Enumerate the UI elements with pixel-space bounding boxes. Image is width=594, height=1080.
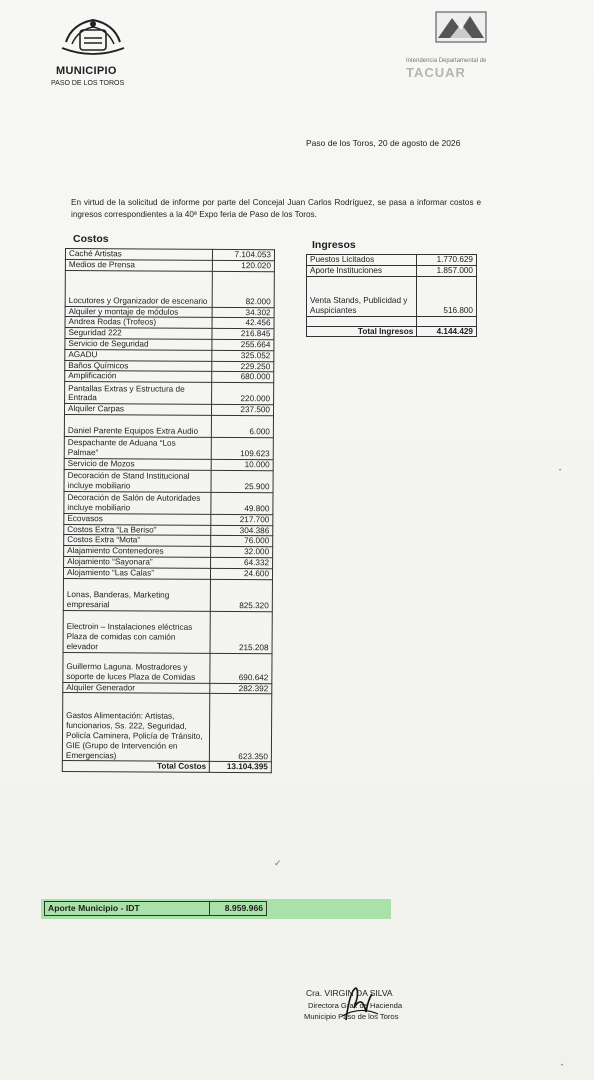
- costs-row: [63, 682, 272, 694]
- costs-item-label: Decoración de Salón de Autoridades incluye mobiliario: [64, 491, 211, 514]
- costs-row: [65, 371, 274, 383]
- incomes-total-value: 4.144.429: [417, 326, 477, 337]
- costs-row: [65, 328, 274, 340]
- costs-item-label: Locutores y Organizador de escenario: [65, 270, 212, 307]
- municipio-subtitle: PASO DE LOS TOROS: [51, 80, 125, 87]
- costs-item-label: Decoración de Stand Institucional incluye mobiliario: [64, 469, 211, 492]
- incomes-total-label: Total Ingresos: [307, 326, 417, 337]
- costs-row: [64, 404, 273, 416]
- costs-row: [64, 524, 273, 536]
- incomes-item-label: Aporte Instituciones: [307, 265, 417, 276]
- margin-mark: •: [561, 1063, 564, 1069]
- incomes-item-label: [307, 316, 417, 326]
- costs-item-label: Despachante de Aduana “Los Palmae”: [64, 436, 211, 459]
- costs-item-label: Gastos Alimentación: Artistas, funcionarios, Ss. 222, Seguridad, Policía Caminera, Policía de Tránsito, GIE (Grupo de Intervención en Emergencias): [62, 693, 210, 762]
- costs-item-value: 24.600: [211, 568, 273, 579]
- signature-name: Cra. VIRGIN DA SILVA: [306, 988, 393, 998]
- costs-item-label: Andrea Rodas (Trofeos): [65, 317, 212, 329]
- incomes-heading: Ingresos: [312, 239, 356, 251]
- costs-row: [64, 556, 273, 568]
- costs-row: [64, 513, 273, 525]
- costs-table: [62, 248, 275, 773]
- costs-row: [65, 259, 274, 271]
- costs-item-value: 229.250: [212, 361, 274, 372]
- costs-row: [63, 652, 272, 683]
- aporte-value: 8.959.966: [210, 902, 267, 916]
- costs-item-value: 282.392: [210, 683, 272, 694]
- costs-item-value: 623.350: [210, 694, 272, 762]
- costs-row: [65, 306, 274, 318]
- intendencia-logo: [432, 8, 490, 50]
- costs-row: [62, 693, 271, 762]
- incomes-row: [307, 276, 477, 316]
- costs-item-value: 32.000: [211, 547, 273, 558]
- costs-item-value: 6.000: [212, 415, 274, 437]
- costs-total-value: 13.104.395: [210, 762, 272, 773]
- costs-item-value: 325.052: [212, 350, 274, 361]
- incomes-item-label: Puestos Licitados: [307, 255, 417, 266]
- incomes-table: [306, 254, 477, 337]
- costs-item-label: Lonas, Banderas, Marketing empresarial: [63, 578, 210, 611]
- aporte-label: Aporte Municipio - IDT: [45, 902, 210, 916]
- municipio-title: MUNICIPIO: [56, 65, 117, 77]
- costs-total-row: [62, 761, 271, 773]
- costs-item-label: Costos Extra “Mota”: [64, 535, 211, 547]
- costs-item-value: 237.500: [212, 405, 274, 416]
- costs-row: [63, 567, 272, 579]
- costs-item-value: 255.664: [212, 339, 274, 350]
- incomes-item-label: Venta Stands, Publicidad y Auspiciantes: [307, 276, 417, 316]
- costs-row: [63, 578, 272, 611]
- costs-row: [64, 414, 273, 437]
- costs-item-value: 34.302: [212, 307, 274, 318]
- costs-item-label: Alojamiento “Sayonara”: [64, 556, 211, 568]
- costs-item-value: 120.020: [213, 260, 275, 271]
- costs-row: [65, 317, 274, 329]
- intendencia-subtitle: Intendencia Departamental de: [406, 58, 487, 64]
- costs-item-label: Alquiler Carpas: [64, 404, 211, 416]
- costs-row: [65, 249, 274, 261]
- costs-item-value: 680.000: [212, 372, 274, 383]
- costs-item-label: Ecovasos: [64, 513, 211, 525]
- incomes-item-value: 1.857.000: [417, 265, 477, 276]
- costs-item-label: Alquiler y montaje de módulos: [65, 306, 212, 318]
- aporte-table: [44, 901, 267, 916]
- costs-row: [65, 349, 274, 361]
- costs-item-value: 217.700: [211, 514, 273, 525]
- costs-item-label: Amplificación: [65, 371, 212, 383]
- costs-item-value: 215.208: [210, 611, 272, 653]
- costs-row: [64, 546, 273, 558]
- costs-item-value: 7.104.053: [213, 249, 275, 260]
- costs-row: [65, 270, 274, 307]
- costs-item-label: Servicio de Seguridad: [65, 338, 212, 350]
- signature-org: Municipio Paso de los Toros: [304, 1012, 399, 1021]
- costs-item-value: 304.386: [211, 525, 273, 536]
- costs-item-value: 42.456: [212, 318, 274, 329]
- costs-item-label: Alojamiento “Las Calas”: [63, 567, 210, 579]
- check-mark: ✓: [274, 858, 282, 868]
- costs-item-value: 825.320: [210, 579, 272, 611]
- costs-item-value: 109.623: [211, 437, 273, 459]
- document-date: Paso de los Toros, 20 de agosto de 2026: [306, 138, 461, 148]
- costs-row: [64, 535, 273, 547]
- costs-item-value: 216.845: [212, 329, 274, 340]
- costs-item-label: Medios de Prensa: [65, 259, 212, 271]
- incomes-item-value: 1.770.629: [417, 255, 477, 266]
- costs-item-label: Electroin – Instalaciones eléctricas Plaza de comidas con camión elevador: [63, 610, 210, 653]
- costs-row: [64, 469, 273, 492]
- incomes-row: [307, 316, 477, 326]
- intendencia-title: TACUAR: [406, 65, 466, 80]
- municipio-crest-logo: [58, 12, 128, 60]
- costs-item-label: Baños Químicos: [65, 360, 212, 372]
- incomes-row: [307, 265, 477, 276]
- costs-item-value: 76.000: [211, 536, 273, 547]
- costs-heading: Costos: [73, 233, 109, 245]
- costs-item-label: Alajamiento Contenedores: [64, 546, 211, 558]
- costs-row: [64, 491, 273, 514]
- costs-row: [65, 338, 274, 350]
- signature-role: Directora Gral. de Hacienda: [308, 1001, 403, 1010]
- incomes-item-value: 516.800: [417, 276, 477, 316]
- costs-item-label: AGADU: [65, 349, 212, 361]
- costs-row: [65, 382, 274, 405]
- costs-row: [65, 360, 274, 372]
- costs-item-label: Caché Artistas: [65, 249, 212, 261]
- costs-item-value: 690.642: [210, 653, 272, 683]
- costs-item-label: Guillermo Laguna. Mostradores y soporte de luces Plaza de Comidas: [63, 652, 210, 683]
- margin-mark: •: [559, 468, 562, 474]
- incomes-total-row: [307, 326, 477, 337]
- costs-item-value: 10.000: [211, 459, 273, 470]
- incomes-row: [307, 255, 477, 266]
- costs-total-label: Total Costos: [62, 761, 209, 773]
- intro-paragraph: En virtud de la solicitud de informe por parte del Concejal Juan Carlos Rodríguez, se pasa a informar costos e ingresos correspondientes a la 40ª Expo feria de Paso de los Toros.: [71, 198, 481, 219]
- costs-item-label: Servicio de Mozos: [64, 458, 211, 470]
- costs-item-label: Seguridad 222: [65, 328, 212, 340]
- costs-row: [64, 436, 273, 459]
- costs-row: [64, 458, 273, 470]
- costs-item-label: Alquiler Generador: [63, 682, 210, 694]
- costs-item-label: Pantallas Extras y Estructura de Entrada: [65, 382, 212, 405]
- incomes-item-value: [417, 316, 477, 326]
- costs-item-value: 25.900: [211, 470, 273, 492]
- costs-item-value: 220.000: [212, 383, 274, 405]
- costs-item-value: 64.332: [211, 557, 273, 568]
- costs-item-label: Daniel Parente Equipos Extra Audio: [64, 414, 211, 437]
- costs-row: [63, 610, 272, 653]
- costs-item-label: Costos Extra “La Beriso”: [64, 524, 211, 536]
- costs-item-value: 49.800: [211, 492, 273, 514]
- costs-item-value: 82.000: [212, 271, 274, 307]
